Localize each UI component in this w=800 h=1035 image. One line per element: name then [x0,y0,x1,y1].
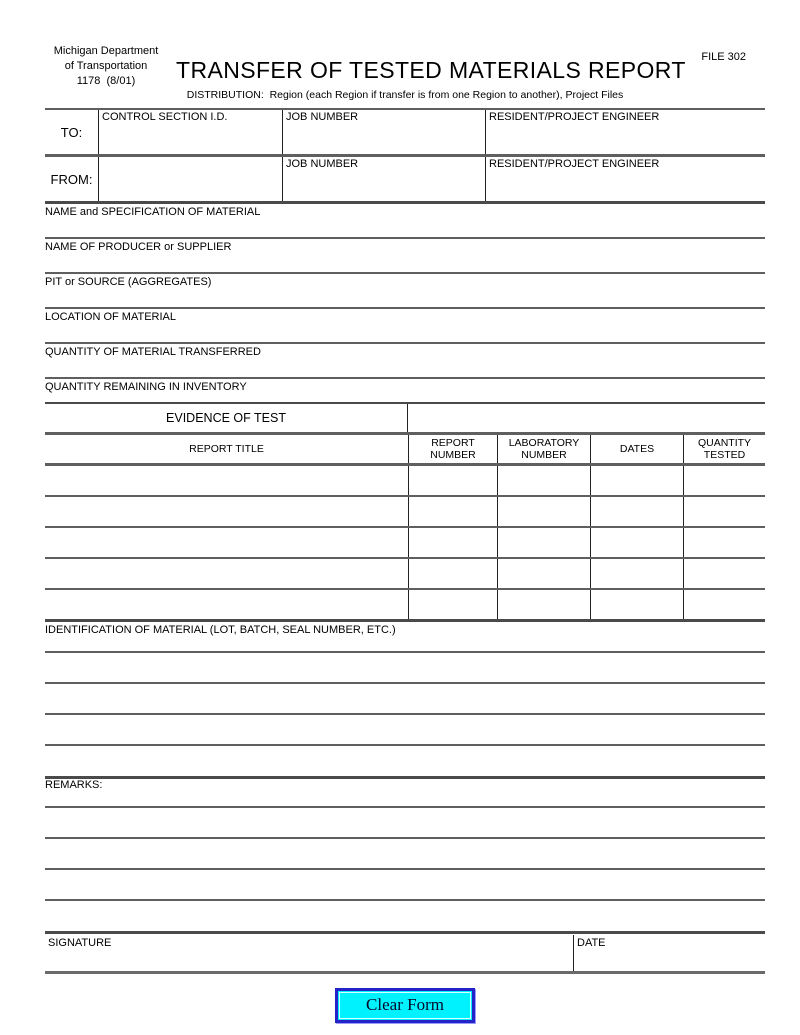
identification-label: IDENTIFICATION OF MATERIAL (LOT, BATCH, SEAL NUMBER, ETC.) [45,624,396,636]
quantity-tested-cell[interactable] [683,528,765,557]
laboratory-number-cell[interactable] [497,497,590,526]
remarks-spacer [45,901,765,931]
evidence-row [45,559,765,590]
identification-section [45,622,765,779]
field-pit-source-input[interactable] [45,274,765,309]
clear-form-button[interactable] [335,988,475,1023]
dates-cell[interactable] [590,466,683,495]
routing-table [45,108,765,204]
from-row [45,157,765,201]
laboratory-number-cell[interactable] [497,559,590,588]
field-quantity-remaining-label: QUANTITY REMAINING IN INVENTORY [45,381,247,393]
agency-block [40,44,172,89]
remarks-label: REMARKS: [45,779,103,791]
remarks-line-input[interactable] [45,839,765,870]
field-quantity-transferred-input[interactable] [45,344,765,379]
field-quantity-transferred-label: QUANTITY OF MATERIAL TRANSFERRED [45,346,261,358]
dates-cell[interactable] [590,497,683,526]
report-title-cell[interactable] [45,528,408,557]
report-number-cell[interactable] [408,590,497,619]
quantity-tested-header: QUANTITY TESTED [683,435,765,463]
to-job-number-header: JOB NUMBER [286,111,359,123]
from-engineer-input[interactable] [485,157,765,201]
remarks-section [45,777,765,934]
field-pit-source-label: PIT or SOURCE (AGGREGATES) [45,276,212,288]
agency-line-2: of Transportation [64,60,148,72]
identification-line-input[interactable] [45,653,765,684]
laboratory-number-header: LABORATORY NUMBER [497,435,590,463]
report-title-cell[interactable] [45,559,408,588]
distribution-note: DISTRIBUTION: Region (each Region if transfer is from one Region to another), Project Files [186,89,624,101]
signature-label: SIGNATURE [48,937,112,949]
evidence-title-blank-cell [408,404,765,432]
report-number-cell[interactable] [408,528,497,557]
field-producer-supplier-label: NAME OF PRODUCER or SUPPLIER [45,241,232,253]
dates-cell[interactable] [590,559,683,588]
to-label: TO: [60,124,83,140]
date-label: DATE [577,937,606,949]
report-number-cell[interactable] [408,466,497,495]
field-location-label: LOCATION OF MATERIAL [45,311,176,323]
from-blank-input[interactable] [98,157,282,201]
report-number-cell[interactable] [408,497,497,526]
report-title-cell[interactable] [45,497,408,526]
identification-spacer [45,746,765,776]
report-title-header: REPORT TITLE [189,443,264,455]
to-engineer-header: RESIDENT/PROJECT ENGINEER [489,111,660,123]
field-producer-supplier-input[interactable] [45,239,765,274]
evidence-section-title: EVIDENCE OF TEST [45,404,408,432]
to-engineer-input[interactable] [485,110,765,154]
laboratory-number-cell[interactable] [497,528,590,557]
signature-row [45,935,765,974]
from-job-number-header: JOB NUMBER [286,158,359,170]
evidence-row [45,497,765,528]
signature-input[interactable] [45,935,573,971]
field-name-specification-input[interactable] [45,204,765,239]
field-location-input[interactable] [45,309,765,344]
remarks-line-input[interactable] [45,870,765,901]
evidence-header-row [45,435,765,466]
evidence-table [45,402,765,622]
dates-cell[interactable] [590,528,683,557]
evidence-row [45,590,765,622]
agency-line-1: Michigan Department [53,45,159,57]
quantity-tested-cell[interactable] [683,466,765,495]
to-control-section-input[interactable] [98,110,282,154]
report-number-cell[interactable] [408,559,497,588]
form-number: 1178 (8/01) [76,75,136,87]
remarks-line-input[interactable] [45,808,765,839]
clear-form-button-label: Clear Form [339,992,471,1019]
file-number: FILE 302 [701,51,746,63]
identification-line-input[interactable] [45,715,765,746]
remarks-line-input[interactable] [45,777,765,808]
dates-header: DATES [590,435,683,463]
button-row [45,988,765,1023]
evidence-row [45,528,765,559]
laboratory-number-cell[interactable] [497,590,590,619]
date-input[interactable] [573,935,765,971]
page-title: TRANSFER OF TESTED MATERIALS REPORT [176,57,686,83]
quantity-tested-cell[interactable] [683,559,765,588]
report-title-cell[interactable] [45,590,408,619]
laboratory-number-cell[interactable] [497,466,590,495]
to-job-number-input[interactable] [282,110,485,154]
identification-line-input[interactable] [45,622,765,653]
quantity-tested-cell[interactable] [683,497,765,526]
evidence-title-row [45,404,765,435]
field-name-specification-label: NAME and SPECIFICATION OF MATERIAL [45,206,261,218]
report-title-cell[interactable] [45,466,408,495]
report-number-header: REPORT NUMBER [408,435,497,463]
from-job-number-input[interactable] [282,157,485,201]
from-engineer-header: RESIDENT/PROJECT ENGINEER [489,158,660,170]
material-fields [45,204,765,414]
control-section-header: CONTROL SECTION I.D. [102,111,228,123]
quantity-tested-cell[interactable] [683,590,765,619]
identification-line-input[interactable] [45,684,765,715]
evidence-row [45,466,765,497]
to-row [45,110,765,157]
from-label: FROM: [50,171,93,187]
dates-cell[interactable] [590,590,683,619]
